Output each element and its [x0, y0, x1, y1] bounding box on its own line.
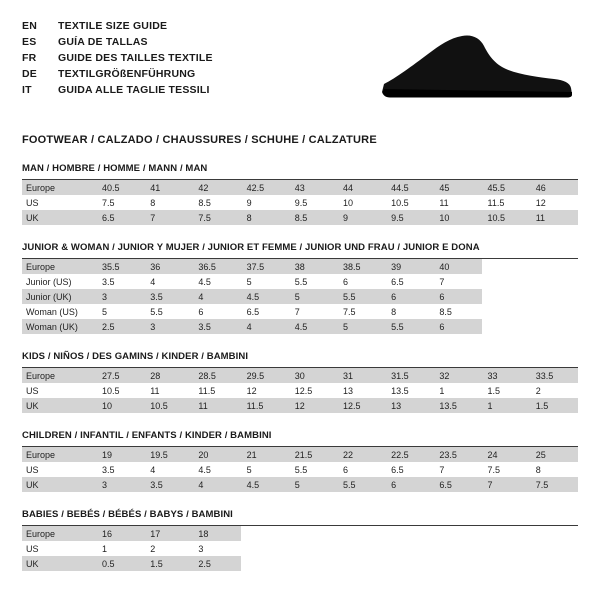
size-group — [22, 430, 578, 492]
size-cell: 19 — [96, 447, 144, 462]
size-cell: 24 — [482, 447, 530, 462]
size-cell — [482, 274, 530, 289]
size-cell: 8.5 — [439, 306, 452, 317]
table-row — [22, 477, 578, 492]
size-cell — [241, 556, 289, 571]
size-cell — [433, 541, 481, 556]
size-cell: 8.5 — [289, 210, 337, 225]
size-cell: 11 — [192, 398, 240, 413]
size-cell: 4.5 — [289, 319, 337, 334]
size-cell: 7 — [144, 210, 192, 225]
language-title: GUIDE DES TAILLES TEXTILE — [58, 52, 213, 64]
size-cell: 10.5 — [144, 398, 192, 413]
size-group-heading: KIDS / NIÑOS / DES GAMINS / KINDER / BAMBINI — [22, 351, 578, 368]
size-cell — [482, 259, 530, 274]
size-cell — [530, 319, 578, 334]
size-cell: 9 — [246, 197, 252, 208]
size-cell: 3 — [144, 319, 192, 334]
size-cell: 7.5 — [102, 197, 115, 208]
size-cell: 8 — [391, 306, 397, 317]
size-cell: 4.5 — [241, 477, 289, 492]
size-cell: 1.5 — [530, 398, 578, 413]
size-cell: 7.5 — [192, 210, 240, 225]
size-cell: 31 — [337, 368, 385, 383]
size-cell: 11 — [439, 197, 449, 208]
table-row — [22, 541, 578, 556]
table-row — [22, 319, 578, 334]
size-cell — [530, 274, 578, 289]
size-cell — [482, 541, 530, 556]
size-cell: 3 — [198, 543, 204, 554]
size-cell: 40.5 — [96, 180, 144, 195]
size-table — [22, 368, 578, 413]
size-cell: 7 — [482, 477, 530, 492]
size-cell: 4.5 — [241, 289, 289, 304]
size-cell: 6 — [385, 477, 433, 492]
row-label: Europe — [22, 447, 96, 462]
row-label: Europe — [22, 368, 96, 383]
size-cell: 8 — [150, 197, 156, 208]
size-cell: 5.5 — [294, 276, 308, 287]
size-cell: 40 — [433, 259, 481, 274]
size-cell: 6.5 — [391, 276, 404, 287]
size-cell: 38 — [289, 259, 337, 274]
size-cell: 2.5 — [96, 319, 144, 334]
size-cell: 5.5 — [385, 319, 433, 334]
size-cell: 12 — [289, 398, 337, 413]
size-cell: 17 — [144, 526, 192, 541]
size-table — [22, 526, 578, 571]
size-cell: 6 — [342, 276, 348, 287]
size-cell — [385, 526, 433, 541]
size-cell: 1 — [102, 543, 108, 554]
size-cell — [385, 541, 433, 556]
size-cell: 4 — [192, 477, 240, 492]
size-cell: 7 — [439, 464, 445, 475]
row-label: US — [26, 464, 39, 475]
size-cell: 8.5 — [198, 197, 211, 208]
size-cell: 46 — [530, 180, 578, 195]
size-cell — [337, 541, 385, 556]
size-cell — [289, 526, 337, 541]
size-cell: 3.5 — [102, 464, 115, 475]
row-label: Europe — [22, 526, 96, 541]
size-cell: 45.5 — [482, 180, 530, 195]
language-title: TEXTILE SIZE GUIDE — [58, 20, 168, 32]
size-cell: 6.5 — [96, 210, 144, 225]
size-cell — [337, 526, 385, 541]
size-cell: 12 — [535, 197, 546, 208]
size-cell: 3 — [96, 289, 144, 304]
size-cell: 11 — [530, 210, 578, 225]
size-cell: 21 — [241, 447, 289, 462]
size-cell: 11 — [150, 385, 160, 396]
size-cell: 1.5 — [144, 556, 192, 571]
size-cell — [482, 289, 530, 304]
size-group-heading: CHILDREN / INFANTIL / ENFANTS / KINDER / BAMBINI — [22, 430, 578, 447]
table-row — [22, 383, 578, 398]
size-cell: 6 — [433, 319, 481, 334]
row-label: Europe — [22, 180, 96, 195]
size-cell: 10.5 — [482, 210, 530, 225]
size-cell: 0.5 — [96, 556, 144, 571]
dress-shoe-icon — [376, 26, 576, 106]
size-cell — [482, 556, 530, 571]
size-cell: 12 — [246, 385, 257, 396]
size-cell: 16 — [96, 526, 144, 541]
size-cell: 4.5 — [198, 276, 211, 287]
size-cell: 3.5 — [192, 319, 240, 334]
size-cell: 2 — [150, 543, 156, 554]
size-cell: 5.5 — [294, 464, 308, 475]
size-group-heading: BABIES / BEBÉS / BÉBÉS / BABYS / BAMBINI — [22, 509, 578, 526]
size-cell: 1 — [439, 385, 445, 396]
size-cell: 10.5 — [102, 385, 120, 396]
size-cell: 13.5 — [433, 398, 481, 413]
size-cell: 6 — [342, 464, 348, 475]
size-group — [22, 163, 578, 225]
size-cell: 5 — [246, 276, 252, 287]
language-code: ES — [22, 36, 37, 48]
size-cell: 13 — [342, 385, 353, 396]
size-cell: 9.5 — [385, 210, 433, 225]
size-cell: 5.5 — [150, 306, 163, 317]
table-row — [22, 526, 578, 541]
size-cell: 42.5 — [241, 180, 289, 195]
language-code: FR — [22, 52, 37, 64]
language-code: EN — [22, 20, 37, 32]
size-cell: 22.5 — [385, 447, 433, 462]
size-cell — [530, 541, 578, 556]
table-row — [22, 462, 578, 477]
size-cell: 39 — [385, 259, 433, 274]
row-label: Woman (US) — [26, 306, 78, 317]
section-title: FOOTWEAR / CALZADO / CHAUSSURES / SCHUHE / CALZATURE — [22, 134, 377, 146]
size-group — [22, 242, 578, 334]
size-cell: 10 — [342, 197, 353, 208]
size-cell: 44.5 — [385, 180, 433, 195]
row-label: UK — [22, 477, 96, 492]
size-cell: 11.5 — [198, 385, 216, 396]
table-row — [22, 447, 578, 462]
size-cell: 7 — [439, 276, 445, 287]
size-cell: 4 — [150, 464, 156, 475]
size-cell: 22 — [337, 447, 385, 462]
table-row — [22, 289, 578, 304]
size-cell: 4 — [192, 289, 240, 304]
size-cell — [530, 526, 578, 541]
row-label: UK — [22, 398, 96, 413]
size-cell: 13.5 — [391, 385, 409, 396]
size-cell: 3.5 — [144, 289, 192, 304]
size-cell: 19.5 — [144, 447, 192, 462]
size-cell: 6.5 — [433, 477, 481, 492]
size-cell — [289, 556, 337, 571]
size-cell — [482, 304, 530, 319]
size-cell: 7.5 — [530, 477, 578, 492]
size-cell: 6.5 — [391, 464, 404, 475]
size-cell: 12.5 — [337, 398, 385, 413]
size-cell: 37.5 — [241, 259, 289, 274]
size-cell: 25 — [530, 447, 578, 462]
size-cell: 2 — [535, 385, 541, 396]
size-cell: 4 — [241, 319, 289, 334]
row-label: Junior (UK) — [22, 289, 96, 304]
language-title: GUÍA DE TALLAS — [58, 36, 148, 48]
size-cell: 7 — [294, 306, 300, 317]
size-cell: 13 — [385, 398, 433, 413]
size-cell: 3.5 — [144, 477, 192, 492]
page-header — [22, 18, 578, 118]
size-cell: 5.5 — [337, 289, 385, 304]
size-cell: 36.5 — [192, 259, 240, 274]
size-table — [22, 447, 578, 492]
size-cell: 20 — [192, 447, 240, 462]
size-cell: 3.5 — [102, 276, 115, 287]
size-cell: 6 — [198, 306, 204, 317]
size-cell: 10 — [433, 210, 481, 225]
size-cell: 12.5 — [294, 385, 313, 396]
size-table — [22, 259, 578, 334]
size-cell: 29.5 — [241, 368, 289, 383]
size-table — [22, 180, 578, 225]
size-cell: 6 — [433, 289, 481, 304]
size-cell — [433, 526, 481, 541]
size-cell: 8 — [241, 210, 289, 225]
language-title: GUIDA ALLE TAGLIE TESSILI — [58, 84, 210, 96]
table-row — [22, 210, 578, 225]
table-row — [22, 556, 578, 571]
size-cell: 4 — [150, 276, 156, 287]
size-cell: 33 — [482, 368, 530, 383]
size-cell — [530, 556, 578, 571]
size-cell — [337, 556, 385, 571]
size-cell: 7.5 — [342, 306, 356, 317]
size-cell: 38.5 — [337, 259, 385, 274]
size-cell: 6 — [385, 289, 433, 304]
size-cell — [530, 259, 578, 274]
size-cell: 1 — [482, 398, 530, 413]
table-row — [22, 368, 578, 383]
size-cell: 33.5 — [530, 368, 578, 383]
row-label: UK — [22, 210, 96, 225]
size-cell: 11.5 — [487, 197, 505, 208]
size-cell: 7.5 — [487, 464, 501, 475]
size-cell: 30 — [289, 368, 337, 383]
size-cell — [241, 541, 289, 556]
size-cell: 3 — [96, 477, 144, 492]
size-cell: 28.5 — [192, 368, 240, 383]
size-cell: 9 — [337, 210, 385, 225]
language-title: TEXTILGRÖßENFÜHRUNG — [58, 68, 196, 80]
size-cell: 6.5 — [246, 306, 260, 317]
table-row — [22, 259, 578, 274]
size-cell: 41 — [144, 180, 192, 195]
size-cell: 5 — [102, 306, 108, 317]
size-tables — [22, 163, 578, 571]
size-cell: 32 — [433, 368, 481, 383]
row-label: US — [26, 385, 39, 396]
row-label: US — [26, 197, 39, 208]
size-cell: 5 — [289, 477, 337, 492]
size-cell: 10 — [96, 398, 144, 413]
size-cell — [241, 526, 289, 541]
size-group — [22, 509, 578, 571]
size-cell — [433, 556, 481, 571]
size-cell: 5.5 — [337, 477, 385, 492]
table-row — [22, 180, 578, 195]
size-cell: 5 — [289, 289, 337, 304]
size-cell: 10.5 — [391, 197, 409, 208]
size-cell — [530, 304, 578, 319]
language-code: IT — [22, 84, 32, 96]
size-cell: 36 — [144, 259, 192, 274]
size-group — [22, 351, 578, 413]
language-code: DE — [22, 68, 37, 80]
size-cell — [482, 319, 530, 334]
size-cell — [385, 556, 433, 571]
size-group-heading: MAN / HOMBRE / HOMME / MANN / MAN — [22, 163, 578, 180]
row-label: Europe — [22, 259, 96, 274]
size-cell: 28 — [144, 368, 192, 383]
size-cell — [530, 289, 578, 304]
table-row — [22, 195, 578, 210]
size-cell: 27.5 — [96, 368, 144, 383]
table-row — [22, 398, 578, 413]
size-cell: 21.5 — [289, 447, 337, 462]
size-cell — [289, 541, 337, 556]
size-cell: 1.5 — [487, 385, 501, 396]
row-label: Junior (US) — [26, 276, 72, 287]
size-cell: 23.5 — [433, 447, 481, 462]
table-row — [22, 304, 578, 319]
size-cell: 44 — [337, 180, 385, 195]
size-cell: 2.5 — [192, 556, 240, 571]
size-cell: 31.5 — [385, 368, 433, 383]
row-label: Woman (UK) — [22, 319, 96, 334]
size-cell: 45 — [433, 180, 481, 195]
size-cell: 35.5 — [96, 259, 144, 274]
size-cell: 18 — [192, 526, 240, 541]
size-cell — [482, 526, 530, 541]
size-cell: 9.5 — [294, 197, 308, 208]
size-cell: 5 — [246, 464, 252, 475]
size-cell: 42 — [192, 180, 240, 195]
row-label: UK — [22, 556, 96, 571]
size-cell: 5 — [337, 319, 385, 334]
size-cell: 4.5 — [198, 464, 211, 475]
size-cell: 8 — [535, 464, 541, 475]
size-cell: 11.5 — [241, 398, 289, 413]
size-cell: 43 — [289, 180, 337, 195]
row-label: US — [26, 543, 39, 554]
size-group-heading: JUNIOR & WOMAN / JUNIOR Y MUJER / JUNIOR ET FEMME / JUNIOR UND FRAU / JUNIOR E DONA — [22, 242, 578, 259]
table-row — [22, 274, 578, 289]
